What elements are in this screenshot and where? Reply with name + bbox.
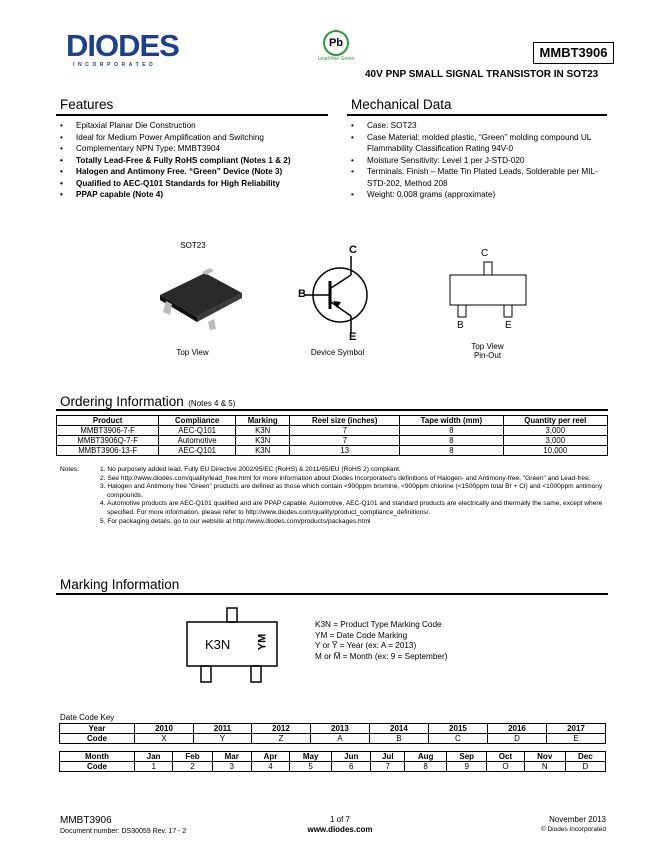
date-code-cell: A	[310, 734, 369, 744]
pinout-b: B	[457, 320, 464, 331]
top-view-label: Top View	[176, 348, 209, 357]
date-code-cell: 2015	[428, 724, 487, 734]
table-row	[57, 436, 608, 446]
device-symbol-label: Device Symbol	[310, 348, 365, 357]
date-code-cell: Sep	[447, 752, 487, 762]
ordering-cell: 8	[400, 446, 503, 456]
symbol-pin-c: C	[349, 244, 357, 256]
pinout-label-1: Top View	[471, 342, 504, 351]
ordering-header-cell: Reel size (inches)	[290, 416, 400, 426]
date-code-cell: X	[135, 734, 194, 744]
ordering-cell: K3N	[235, 446, 289, 456]
ordering-header-cell: Tape width (mm)	[400, 416, 503, 426]
date-code-cell: Aug	[405, 752, 447, 762]
date-code-cell: 2011	[194, 724, 252, 734]
date-code-cell: 9	[447, 762, 487, 772]
ordering-cell: MMBT3906-13-F	[57, 446, 159, 456]
footer-part: MMBT3906	[60, 815, 112, 826]
ordering-cell: AEC-Q101	[159, 426, 236, 436]
date-code-cell: Z	[251, 734, 310, 744]
date-code-cell: 2	[173, 762, 212, 772]
date-code-cell: Dec	[565, 752, 605, 762]
date-code-cell: 2010	[135, 724, 194, 734]
date-code-cell: Nov	[524, 752, 565, 762]
mechanical-title: Mechanical Data	[351, 97, 452, 112]
feature-item: • PPAP capable (Note 4)	[56, 189, 336, 201]
date-code-cell: Jun	[332, 752, 371, 762]
feature-item: • Epitaxial Planar Die Construction	[56, 120, 336, 132]
ordering-header-cell: Product	[57, 416, 159, 426]
marking-chip-code: K3N	[205, 637, 231, 652]
date-code-cell: O	[487, 762, 524, 772]
mechanical-item: • Terminals: Finish – Matte Tin Plated Leads, Solderable per MIL-STD-202, Method 208	[347, 166, 607, 189]
ordering-cell: K3N	[235, 436, 289, 446]
date-code-cell: E	[546, 734, 605, 744]
marking-legend-line: K3N = Product Type Marking Code	[315, 620, 442, 629]
date-code-cell: Apr	[251, 752, 289, 762]
marking-chip-date: YM	[256, 633, 269, 651]
pinout-e: E	[505, 320, 512, 331]
feature-item: • Totally Lead-Free & Fully RoHS compliant (Notes 1 & 2)	[56, 155, 336, 167]
pinout-c: C	[481, 248, 489, 259]
features-list	[56, 120, 336, 201]
diodes-logo-sub: INCORPORATED	[73, 62, 157, 68]
marking-legend	[315, 620, 605, 662]
date-code-cell: 8	[405, 762, 447, 772]
features-title: Features	[60, 97, 114, 112]
notes-label: Notes:	[60, 466, 80, 473]
symbol-pin-e: E	[349, 331, 357, 343]
date-code-cell: May	[290, 752, 332, 762]
table-row	[57, 446, 608, 456]
date-code-header-cell: Month	[60, 752, 135, 762]
date-code-cell: 5	[290, 762, 332, 772]
date-code-cell: 2016	[487, 724, 546, 734]
page-subtitle: 40V PNP SMALL SIGNAL TRANSISTOR IN SOT23	[365, 69, 599, 80]
note-item: 1. No purposely added lead. Fully EU Directive 2002/95/EC (RoHS) & 2011/65/EU (RoHS 2) compliant.	[100, 466, 401, 473]
lead-free-label: Lead-free Green	[317, 56, 355, 62]
mechanical-rule	[347, 114, 607, 116]
mechanical-item: • Weight: 0.008 grams (approximate)	[347, 189, 607, 201]
features-rule	[56, 114, 328, 116]
symbol-pin-b: B	[298, 288, 306, 300]
marking-legend-line: YM = Date Code Marking	[315, 630, 408, 640]
footer-doc-number: Document number: DS30059 Rev. 17 - 2	[60, 828, 187, 835]
ordering-cell: 13	[290, 446, 400, 456]
date-code-header-cell: Code	[60, 762, 135, 772]
ordering-rule	[56, 409, 608, 411]
year-code-table	[59, 723, 606, 744]
feature-item: • Halogen and Antimony Free. “Green” Device (Note 3)	[56, 166, 336, 178]
ordering-header-cell: Marking	[235, 416, 289, 426]
date-code-cell: 7	[371, 762, 405, 772]
marking-legend-line: Y or Y̅ = Year (ex: A = 2013)	[315, 641, 417, 650]
date-code-cell: Jan	[135, 752, 173, 762]
date-code-cell: Feb	[173, 752, 212, 762]
month-code-table	[59, 751, 606, 772]
notes-list	[100, 466, 605, 526]
marking-title: Marking Information	[60, 577, 180, 592]
ordering-header-cell: Compliance	[159, 416, 236, 426]
ordering-cell: 7	[290, 426, 400, 436]
date-code-cell: 4	[251, 762, 289, 772]
mechanical-item: • Moisture Sensitivity: Level 1 per J-STD-020	[347, 155, 607, 167]
note-item: 5. For packaging details, go to our website at http://www.diodes.com/products/packages.html	[100, 517, 371, 525]
lead-free-badge: Pb	[323, 30, 349, 56]
date-code-cell: Oct	[487, 752, 524, 762]
ordering-cell: MMBT3906-7-F	[57, 426, 159, 436]
date-code-cell: Mar	[212, 752, 251, 762]
ordering-cell: 3,000	[503, 426, 607, 436]
date-code-cell: Jul	[371, 752, 405, 762]
date-code-cell: B	[369, 734, 428, 744]
date-code-cell: 2017	[546, 724, 605, 734]
sot23-package-image	[150, 265, 250, 330]
mechanical-item: • Case Material: molded plastic, “Green” molding compound UL Flammability Classification Rating 94V-0	[347, 132, 607, 155]
ordering-cell: 3,000	[503, 436, 607, 446]
ordering-cell: 8	[400, 436, 503, 446]
ordering-title: Ordering Information (Notes 4 & 5)	[60, 394, 236, 409]
ordering-cell: K3N	[235, 426, 289, 436]
footer-page: 1 of 7	[329, 815, 350, 824]
date-code-cell: 2013	[310, 724, 369, 734]
ordering-cell: Automotive	[159, 436, 236, 446]
package-label: SOT23	[180, 241, 206, 250]
pinout-label-2: Pin-Out	[473, 351, 502, 360]
footer-website: www.diodes.com	[307, 825, 373, 834]
feature-item: • Ideal for Medium Power Amplification and Switching	[56, 132, 336, 144]
note-item: 3. Halogen and Antimony free "Green" products are defined as those which contain <900ppm bromine, <900ppm chlorine (<1500ppm total Br + Cl) and <1000ppm antimony compounds.	[100, 483, 603, 499]
footer-date: November 2013	[549, 815, 606, 824]
date-code-cell: 2012	[251, 724, 310, 734]
ordering-header-cell: Quantity per reel	[503, 416, 607, 426]
ordering-table	[56, 415, 608, 456]
ordering-cell: MMBT3906Q-7-F	[57, 436, 159, 446]
date-code-cell: C	[428, 734, 487, 744]
date-code-cell: 1	[135, 762, 173, 772]
date-code-header-cell: Year	[60, 724, 135, 734]
mechanical-item: • Case: SOT23	[347, 120, 607, 132]
feature-item: • Qualified to AEC-Q101 Standards for High Reliability	[56, 178, 336, 190]
table-row	[57, 426, 608, 436]
footer-copyright: © Diodes Incorporated	[540, 826, 606, 833]
date-code-label: Date Code Key	[60, 713, 115, 722]
ordering-cell: AEC-Q101	[159, 446, 236, 456]
note-item: 4. Automotive products are AEC-Q101 qualified and are PPAP capable. Automotive, AEC-Q101 and standard products are electrically and thermally the same, except where specified. For more information, please refer to http://www.diodes.com/quality/product_compliance_definitions/.	[100, 500, 603, 516]
marking-rule	[56, 593, 608, 595]
note-item: 2. See http://www.diodes.com/quality/lead_free.html for more information about Diodes Incorporated’s definitions of Halogen- and Antimony-free, "Green" and Lead-free.	[100, 474, 591, 482]
diodes-logo: DIODES	[66, 28, 179, 63]
ordering-cell: 8	[400, 426, 503, 436]
mechanical-list	[347, 120, 607, 201]
date-code-cell: 6	[332, 762, 371, 772]
ordering-cell: 10,000	[503, 446, 607, 456]
part-number-box: MMBT3906	[533, 42, 614, 64]
marking-legend-line: M or M̅ = Month (ex: 9 = September)	[315, 651, 448, 661]
date-code-cell: D	[565, 762, 605, 772]
pinout-diagram	[440, 258, 530, 320]
transistor-symbol-icon	[295, 248, 380, 343]
date-code-cell: 3	[212, 762, 251, 772]
date-code-cell: N	[524, 762, 565, 772]
date-code-cell: 2014	[369, 724, 428, 734]
date-code-cell: Y	[194, 734, 252, 744]
ordering-cell: 7	[290, 436, 400, 446]
feature-item: • Complementary NPN Type: MMBT3904	[56, 143, 336, 155]
date-code-cell: D	[487, 734, 546, 744]
date-code-header-cell: Code	[60, 734, 135, 744]
